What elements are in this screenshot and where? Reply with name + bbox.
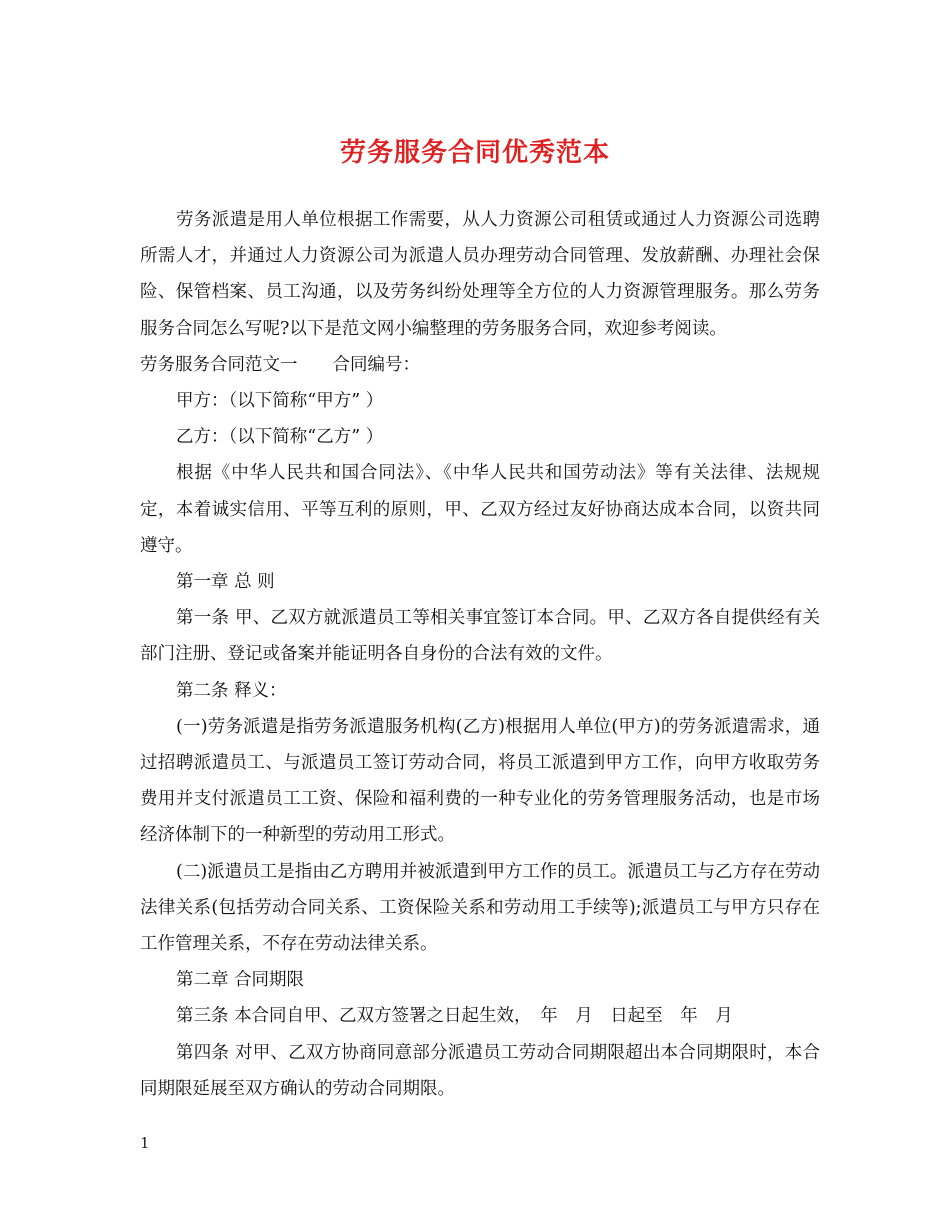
paragraph: (一)劳务派遣是指劳务派遣服务机构(乙方)根据用人单位(甲方)的劳务派遣需求，通过招聘派遣员工、与派遣员工签订劳动合同，将员工派遣到甲方工作，向甲方收取劳务费用并支付派遣员工工资、保险和福利费的一种专业化的劳务管理服务活动，也是市场经济体制下的一种新型的劳动用工形式。	[140, 716, 820, 846]
document-title: 劳务服务合同优秀范本	[339, 138, 610, 168]
chapter-heading: 第二章 合同期限	[176, 970, 305, 991]
paragraph: 第三条 本合同自甲、乙双方签署之日起生效， 年 月 日起至 年 月	[176, 1006, 733, 1027]
paragraph: 第二条 释义：	[176, 680, 287, 701]
page-number: 1	[140, 1134, 150, 1152]
paragraph: 劳务派遣是用人单位根据工作需要，从人力资源公司租赁或通过人力资源公司选聘所需人才，并通过人力资源公司为派遣人员办理劳动合同管理、发放薪酬、办理社会保险、保管档案、员工沟通，以及劳务纠纷处理等全方位的人力资源管理服务。那么劳务服务合同怎么写呢?以下是范文网小编整理的劳务服务合同，欢迎参考阅读。	[140, 210, 820, 339]
paragraph: 甲方：（以下简称“甲方” ）	[176, 391, 384, 412]
paragraph: 劳务服务合同范文一 合同编号：	[140, 354, 420, 375]
paragraph: (二)派遣员工是指由乙方聘用并被派遣到甲方工作的员工。派遣员工与乙方存在劳动法律关系(包括劳动合同关系、工资保险关系和劳动用工手续等);派遣员工与甲方只存在工作管理关系，不存在劳动法律关系。	[140, 861, 820, 955]
chapter-heading: 第一章 总 则	[176, 572, 275, 593]
paragraph: 第四条 对甲、乙双方协商同意部分派遣员工劳动合同期限超出本合同期限时，本合同期限延展至双方确认的劳动合同期限。	[140, 1042, 820, 1099]
document-body	[140, 202, 820, 1107]
paragraph: 乙方：（以下简称“乙方” ）	[176, 427, 384, 448]
paragraph: 根据《中华人民共和国合同法》、《中华人民共和国劳动法》等有关法律、法规规定，本着诚实信用、平等互利的原则，甲、乙双方经过友好协商达成本合同，以资共同遵守。	[140, 463, 820, 556]
paragraph: 第一条 甲、乙双方就派遣员工等相关事宜签订本合同。甲、乙双方各自提供经有关部门注册、登记或备案并能证明各自身份的合法有效的文件。	[140, 608, 820, 665]
